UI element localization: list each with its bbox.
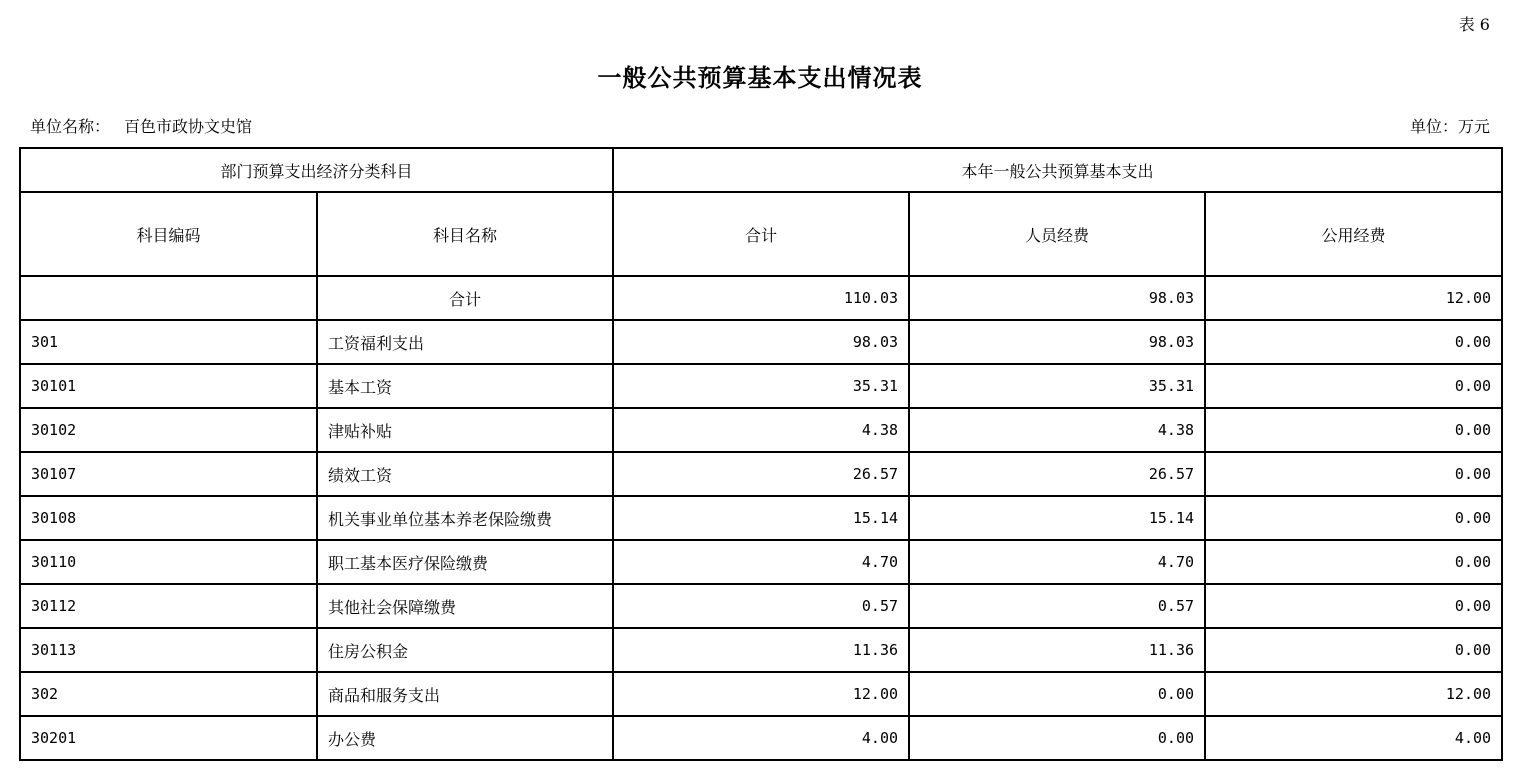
column-header-code: 科目编码 (20, 192, 317, 276)
total-cell: 11.36 (613, 628, 909, 672)
public-cell: 12.00 (1205, 672, 1502, 716)
code-cell: 301 (20, 320, 317, 364)
meta-row (30, 114, 1490, 136)
name-cell: 职工基本医疗保险缴费 (317, 540, 613, 584)
column-header-row (20, 192, 1502, 276)
table-row (20, 540, 1502, 584)
column-header-total: 合计 (613, 192, 909, 276)
personnel-cell: 11.36 (909, 628, 1205, 672)
code-cell: 30108 (20, 496, 317, 540)
table-row (20, 716, 1502, 760)
name-cell: 办公费 (317, 716, 613, 760)
group-header-classification: 部门预算支出经济分类科目 (20, 148, 613, 192)
name-cell: 工资福利支出 (317, 320, 613, 364)
code-cell: 30110 (20, 540, 317, 584)
group-header-row (20, 148, 1502, 192)
total-cell: 12.00 (613, 672, 909, 716)
total-cell: 98.03 (613, 320, 909, 364)
name-cell: 其他社会保障缴费 (317, 584, 613, 628)
personnel-cell: 15.14 (909, 496, 1205, 540)
personnel-cell: 4.38 (909, 408, 1205, 452)
public-cell: 0.00 (1205, 496, 1502, 540)
public-cell: 4.00 (1205, 716, 1502, 760)
name-cell: 津贴补贴 (317, 408, 613, 452)
unit-name (30, 114, 252, 137)
total-cell: 15.14 (613, 496, 909, 540)
table-row (20, 408, 1502, 452)
total-cell: 35.31 (613, 364, 909, 408)
name-cell: 机关事业单位基本养老保险缴费 (317, 496, 613, 540)
personnel-cell: 26.57 (909, 452, 1205, 496)
total-cell: 4.38 (613, 408, 909, 452)
total-code-cell (20, 276, 317, 320)
code-cell: 30101 (20, 364, 317, 408)
table-row (20, 672, 1502, 716)
name-cell: 商品和服务支出 (317, 672, 613, 716)
name-cell: 绩效工资 (317, 452, 613, 496)
public-cell: 0.00 (1205, 540, 1502, 584)
personnel-cell: 0.00 (909, 672, 1205, 716)
personnel-cell: 0.57 (909, 584, 1205, 628)
public-cell: 0.00 (1205, 320, 1502, 364)
unit-name-value: 百色市政协文史馆 (124, 117, 253, 136)
code-cell: 30113 (20, 628, 317, 672)
total-cell: 4.00 (613, 716, 909, 760)
personnel-cell: 98.03 (909, 320, 1205, 364)
code-cell: 302 (20, 672, 317, 716)
code-cell: 30112 (20, 584, 317, 628)
total-cell: 26.57 (613, 452, 909, 496)
table-row (20, 628, 1502, 672)
total-total-cell: 110.03 (613, 276, 909, 320)
code-cell: 30102 (20, 408, 317, 452)
table-row (20, 584, 1502, 628)
personnel-cell: 0.00 (909, 716, 1205, 760)
table-row (20, 452, 1502, 496)
budget-table (19, 147, 1503, 761)
personnel-cell: 35.31 (909, 364, 1205, 408)
unit-name-label: 单位名称： (30, 117, 111, 136)
personnel-cell: 4.70 (909, 540, 1205, 584)
page-title: 一般公共预算基本支出情况表 (597, 63, 923, 92)
total-public-cell: 12.00 (1205, 276, 1502, 320)
total-personnel-cell: 98.03 (909, 276, 1205, 320)
public-cell: 0.00 (1205, 364, 1502, 408)
total-cell: 0.57 (613, 584, 909, 628)
column-header-public: 公用经费 (1205, 192, 1502, 276)
code-cell: 30107 (20, 452, 317, 496)
public-cell: 0.00 (1205, 584, 1502, 628)
name-cell: 基本工资 (317, 364, 613, 408)
name-cell: 住房公积金 (317, 628, 613, 672)
public-cell: 0.00 (1205, 408, 1502, 452)
table-row (20, 320, 1502, 364)
table-row (20, 364, 1502, 408)
public-cell: 0.00 (1205, 452, 1502, 496)
table-row (20, 496, 1502, 540)
column-header-name: 科目名称 (317, 192, 613, 276)
table-number: 表 6 (1458, 15, 1490, 34)
code-cell: 30201 (20, 716, 317, 760)
currency-unit: 单位：万元 (1409, 117, 1490, 136)
group-header-expenditure: 本年一般公共预算基本支出 (613, 148, 1502, 192)
total-row (20, 276, 1502, 320)
total-cell: 4.70 (613, 540, 909, 584)
total-name-cell: 合计 (317, 276, 613, 320)
public-cell: 0.00 (1205, 628, 1502, 672)
column-header-personnel: 人员经费 (909, 192, 1205, 276)
